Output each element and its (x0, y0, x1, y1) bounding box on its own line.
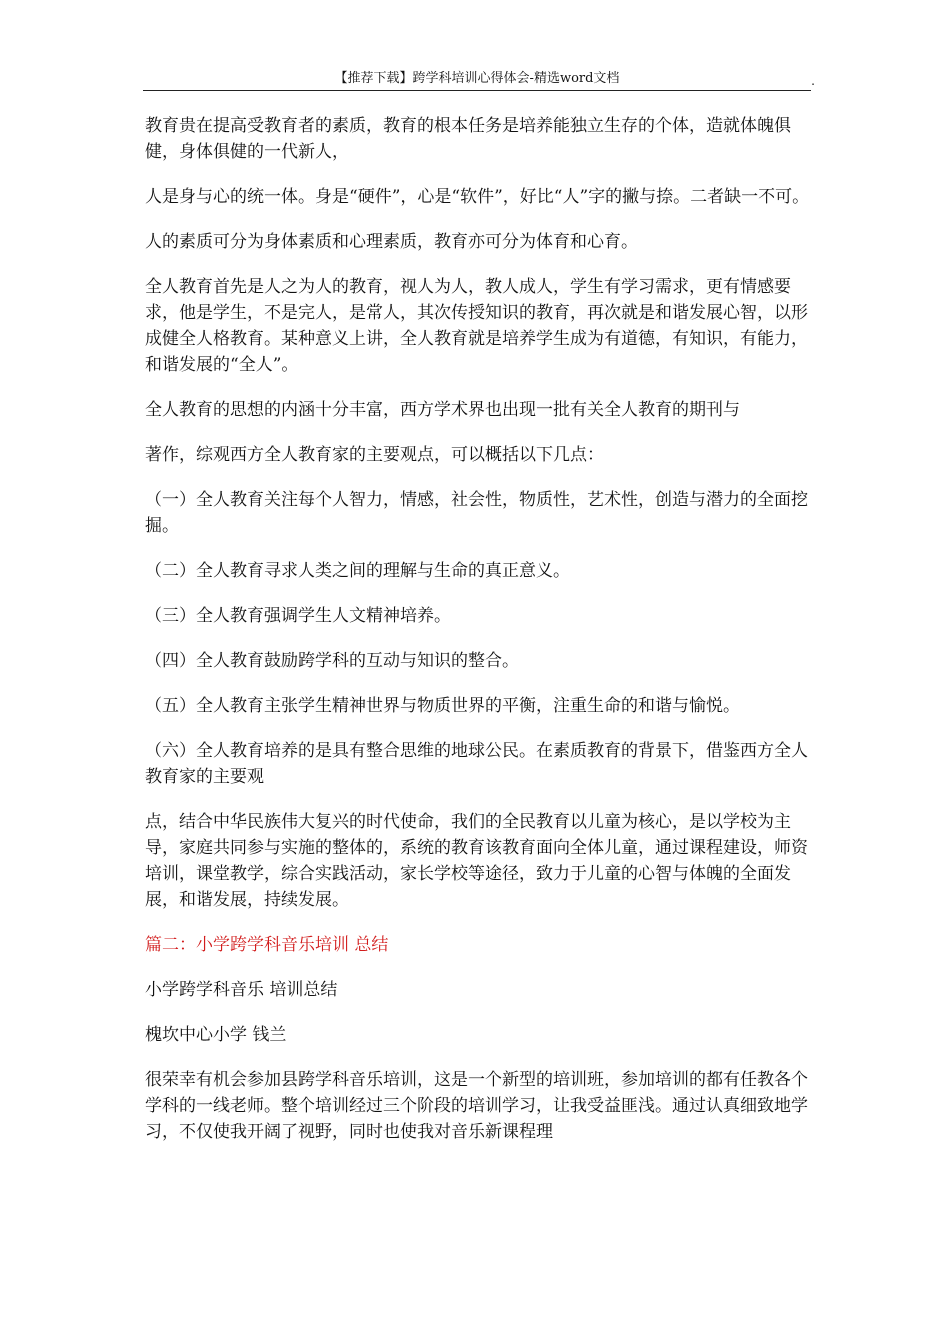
page-header (143, 70, 815, 91)
list-item: （一）全人教育关注每个人智力，情感，社会性，物质性，艺术性，创造与潜力的全面挖掘。 (145, 490, 808, 536)
paragraph: 教育贵在提高受教育者的素质，教育的根本任务是培养能独立生存的个体，造就体魄俱健，身体俱健的一代新人， (145, 116, 791, 162)
list-item: （四）全人教育鼓励跨学科的互动与知识的整合。 (145, 651, 519, 671)
list-item: （六）全人教育培养的是具有整合思维的地球公民。在素质教育的背景下，借鉴西方全人教育家的主要观 (145, 741, 808, 787)
author-line: 槐坎中心小学 钱兰 (145, 1025, 287, 1045)
paragraph: 全人教育首先是人之为人的教育，视人为人，教人成人，学生有学习需求，更有情感要求，他是学生，不是完人，是常人，其次传授知识的教育，再次就是和谐发展心智，以形成健全人格教育。某种意义上讲，全人教育就是培养学生成为有道德，有知识，有能力，和谐发展的“全人”。 (145, 277, 808, 375)
paragraph: 点，结合中华民族伟大复兴的时代使命，我们的全民教育以儿童为核心，是以学校为主导，家庭共同参与实施的整体的，系统的教育该教育面向全体儿童，通过课程建设，师资培训，课堂教学，综合实践活动，家长学校等途径，致力于儿童的心智与体魄的全面发展，和谐发展，持续发展。 (145, 812, 808, 910)
document-body (145, 113, 817, 1164)
list-item: （二）全人教育寻求人类之间的理解与生命的真正意义。 (145, 561, 570, 581)
paragraph: 人是身与心的统一体。身是“硬件”，心是“软件”，好比“人”字的撇与捺。二者缺一不可。 (145, 187, 810, 207)
header-mark: . (811, 74, 815, 88)
section-heading: 篇二：小学跨学科音乐培训 总结 (145, 935, 389, 955)
list-item: （三）全人教育强调学生人文精神培养。 (145, 606, 451, 626)
paragraph: 很荣幸有机会参加县跨学科音乐培训，这是一个新型的培训班，参加培训的都有任教各个学科的一线老师。整个培训经过三个阶段的培训学习，让我受益匪浅。通过认真细致地学习，不仅使我开阔了视野，同时也使我对音乐新课程理 (145, 1070, 808, 1142)
paragraph: 人的素质可分为身体素质和心理素质，教育亦可分为体育和心育。 (145, 232, 638, 252)
header-title: 【推荐下载】跨学科培训心得体会-精选word文档 (334, 71, 620, 86)
list-item: （五）全人教育主张学生精神世界与物质世界的平衡，注重生命的和谐与愉悦。 (145, 696, 740, 716)
section-subtitle: 小学跨学科音乐 培训总结 (145, 980, 338, 1000)
paragraph: 全人教育的思想的内涵十分丰富，西方学术界也出现一批有关全人教育的期刊与 (145, 400, 740, 420)
paragraph: 著作，综观西方全人教育家的主要观点，可以概括以下几点： (145, 445, 604, 465)
